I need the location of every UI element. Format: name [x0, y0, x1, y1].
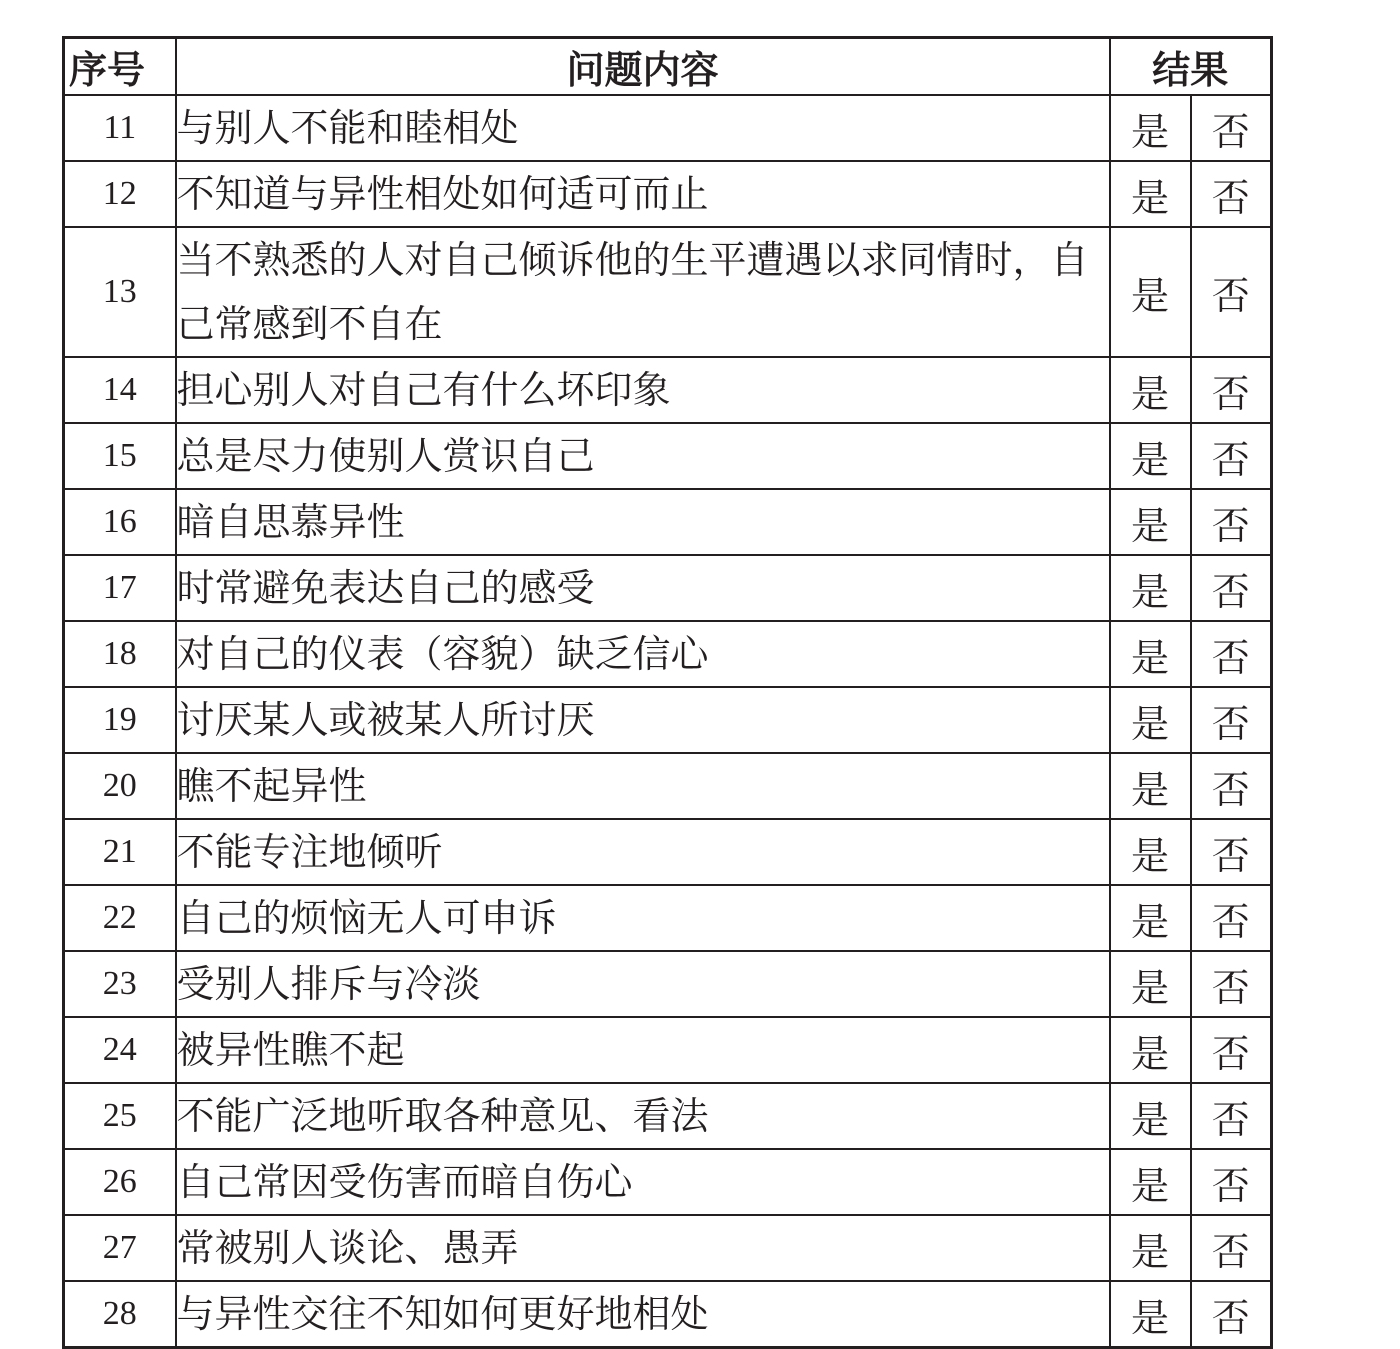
yes-option[interactable]: 是: [1110, 819, 1191, 885]
no-option[interactable]: 否: [1191, 753, 1272, 819]
row-num: 17: [64, 555, 176, 621]
row-num: 16: [64, 489, 176, 555]
header-row: [64, 38, 1272, 96]
yes-option[interactable]: 是: [1110, 95, 1191, 161]
yes-option[interactable]: 是: [1110, 753, 1191, 819]
row-num: 22: [64, 885, 176, 951]
row-num: 24: [64, 1017, 176, 1083]
no-option[interactable]: 否: [1191, 489, 1272, 555]
no-option[interactable]: 否: [1191, 423, 1272, 489]
yes-option[interactable]: 是: [1110, 227, 1191, 357]
table-row: [64, 753, 1272, 819]
yes-option[interactable]: 是: [1110, 687, 1191, 753]
yes-option[interactable]: 是: [1110, 1017, 1191, 1083]
survey-table: [62, 36, 1273, 1349]
yes-option[interactable]: 是: [1110, 357, 1191, 423]
question-text: 不能广泛地听取各种意见、看法: [176, 1083, 1110, 1149]
no-option[interactable]: 否: [1191, 227, 1272, 357]
yes-option[interactable]: 是: [1110, 423, 1191, 489]
row-num: 23: [64, 951, 176, 1017]
table-row: [64, 1281, 1272, 1348]
question-text: 自己的烦恼无人可申诉: [176, 885, 1110, 951]
table-row: [64, 885, 1272, 951]
row-num: 27: [64, 1215, 176, 1281]
no-option[interactable]: 否: [1191, 1281, 1272, 1348]
no-option[interactable]: 否: [1191, 951, 1272, 1017]
yes-option[interactable]: 是: [1110, 1149, 1191, 1215]
question-text: 常被别人谈论、愚弄: [176, 1215, 1110, 1281]
table-row: [64, 1017, 1272, 1083]
no-option[interactable]: 否: [1191, 621, 1272, 687]
no-option[interactable]: 否: [1191, 161, 1272, 227]
yes-option[interactable]: 是: [1110, 1281, 1191, 1348]
no-option[interactable]: 否: [1191, 1083, 1272, 1149]
no-option[interactable]: 否: [1191, 1149, 1272, 1215]
yes-option[interactable]: 是: [1110, 161, 1191, 227]
question-text: 不知道与异性相处如何适可而止: [176, 161, 1110, 227]
yes-option[interactable]: 是: [1110, 951, 1191, 1017]
no-option[interactable]: 否: [1191, 687, 1272, 753]
no-option[interactable]: 否: [1191, 819, 1272, 885]
yes-option[interactable]: 是: [1110, 885, 1191, 951]
question-text: 当不熟悉的人对自己倾诉他的生平遭遇以求同情时，自己常感到不自在: [176, 227, 1110, 357]
table-row: [64, 555, 1272, 621]
header-num: 序号: [64, 38, 176, 96]
header-content: 问题内容: [176, 38, 1110, 96]
row-num: 25: [64, 1083, 176, 1149]
row-num: 14: [64, 357, 176, 423]
no-option[interactable]: 否: [1191, 1215, 1272, 1281]
row-num: 12: [64, 161, 176, 227]
row-num: 19: [64, 687, 176, 753]
yes-option[interactable]: 是: [1110, 489, 1191, 555]
question-text: 总是尽力使别人赏识自己: [176, 423, 1110, 489]
question-text: 暗自思慕异性: [176, 489, 1110, 555]
row-num: 15: [64, 423, 176, 489]
table-row: [64, 1215, 1272, 1281]
yes-option[interactable]: 是: [1110, 555, 1191, 621]
no-option[interactable]: 否: [1191, 95, 1272, 161]
yes-option[interactable]: 是: [1110, 1083, 1191, 1149]
table-row: [64, 357, 1272, 423]
row-num: 13: [64, 227, 176, 357]
yes-option[interactable]: 是: [1110, 1215, 1191, 1281]
table-row: [64, 1149, 1272, 1215]
table-row: [64, 227, 1272, 357]
table-row: [64, 1083, 1272, 1149]
question-text: 讨厌某人或被某人所讨厌: [176, 687, 1110, 753]
question-text: 受别人排斥与冷淡: [176, 951, 1110, 1017]
table-row: [64, 687, 1272, 753]
table-row: [64, 819, 1272, 885]
row-num: 28: [64, 1281, 176, 1348]
no-option[interactable]: 否: [1191, 885, 1272, 951]
header-result: 结果: [1110, 38, 1272, 96]
no-option[interactable]: 否: [1191, 555, 1272, 621]
question-text: 瞧不起异性: [176, 753, 1110, 819]
row-num: 11: [64, 95, 176, 161]
table-row: [64, 95, 1272, 161]
table-row: [64, 161, 1272, 227]
question-text: 时常避免表达自己的感受: [176, 555, 1110, 621]
question-text: 自己常因受伤害而暗自伤心: [176, 1149, 1110, 1215]
table-row: [64, 489, 1272, 555]
question-text: 担心别人对自己有什么坏印象: [176, 357, 1110, 423]
row-num: 18: [64, 621, 176, 687]
table-row: [64, 621, 1272, 687]
question-text: 与异性交往不知如何更好地相处: [176, 1281, 1110, 1348]
yes-option[interactable]: 是: [1110, 621, 1191, 687]
no-option[interactable]: 否: [1191, 1017, 1272, 1083]
question-text: 不能专注地倾听: [176, 819, 1110, 885]
question-text: 与别人不能和睦相处: [176, 95, 1110, 161]
question-text: 被异性瞧不起: [176, 1017, 1110, 1083]
table-row: [64, 951, 1272, 1017]
row-num: 20: [64, 753, 176, 819]
question-text: 对自己的仪表（容貌）缺乏信心: [176, 621, 1110, 687]
table-row: [64, 423, 1272, 489]
row-num: 26: [64, 1149, 176, 1215]
no-option[interactable]: 否: [1191, 357, 1272, 423]
row-num: 21: [64, 819, 176, 885]
